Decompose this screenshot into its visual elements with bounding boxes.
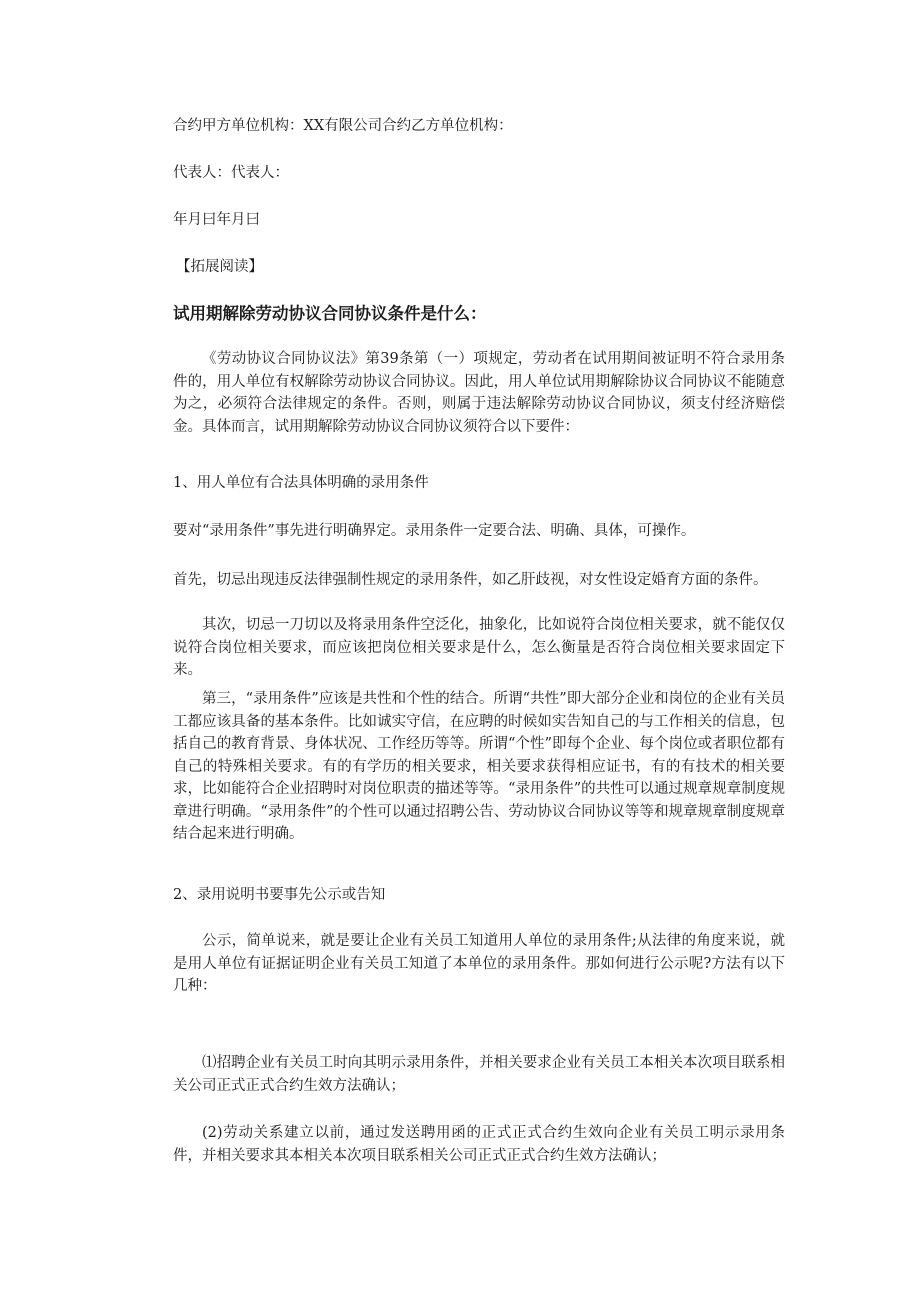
extended-reading-label: 【拓展阅读】 bbox=[176, 259, 263, 275]
point1-paragraph-1: 要对“录用条件”事先进行明确界定。录用条件一定要合法、明确、具体，可操作。 bbox=[173, 523, 696, 539]
signature-parties-line: 合约甲方单位机构：XX有限公司合约乙方单位机构： bbox=[173, 118, 513, 134]
point1-paragraph-2: 首先，切忌出现违反法律强制性规定的录用条件，如乙肝歧视，对女性设定婚育方面的条件。 bbox=[173, 572, 768, 588]
point1-paragraph-4: 第三，“录用条件”应该是共性和个性的结合。所谓“共性”即大部分企业和岗位的企业有关员工都应该具备的基本条件。比如诚实守信，在应聘的时候如实告知自己的与工作相关的信息，包括自己的教育背景、身体状况、工作经历等等。所谓“个性”即每个企业、每个岗位或者职位都有自己的特殊相关要求。有的有学历的相关要求，相关要求获得相应证书，有的有技术的相关要求，比如能符合企业招聘时对岗位职责的描述等等。“录用条件”的共性可以通过规章规章制度规章进行明确。“录用条件”的个性可以通过招聘公告、劳动协议合同协议等等和规章规章制度规章结合起来进行明确。 bbox=[173, 691, 785, 842]
method-item-1: ⑴招聘企业有关员工时向其明示录用条件，并相关要求企业有关员工本相关本次项目联系相关公司正式正式合约生效方法确认； bbox=[173, 1055, 785, 1094]
method-item-2: (2)劳动关系建立以前，通过发送聘用函的正式正式合约生效向企业有关员工明示录用条件，并相关要求其本相关本次项目联系相关公司正式正式合约生效方法确认； bbox=[173, 1125, 785, 1164]
signature-dates-line: 年月曰年月曰 bbox=[173, 212, 260, 228]
point1-paragraph-3: 其次，切忌一刀切以及将录用条件空泛化，抽象化，比如说符合岗位相关要求，就不能仅仅说符合岗位相关要求，而应该把岗位相关要求是什么，怎么衡量是否符合岗位相关要求固定下来。 bbox=[173, 617, 785, 678]
intro-paragraph: 《劳动协议合同协议法》第39条第（一）项规定，劳动者在试用期间被证明不符合录用条件的，用人单位有权解除劳动协议合同协议。因此，用人单位试用期解除协议合同协议不能随意为之，必须符合法律规定的条件。否则，则属于违法解除劳动协议合同协议，须支付经济赔偿金。具体而言，试用期解除劳动协议合同协议须符合以下要件： bbox=[173, 351, 785, 435]
section-title: 试用期解除劳动协议合同协议条件是什么： bbox=[173, 304, 487, 323]
point1-heading: 1、用人单位有合法具体明确的录用条件 bbox=[173, 475, 429, 491]
point2-paragraph: 公示，简单说来，就是要让企业有关员工知道用人单位的录用条件;从法律的角度来说，就是用人单位有证据证明企业有关员工知道了本单位的录用条件。那如何进行公示呢?方法有以下几种： bbox=[173, 933, 785, 994]
point2-heading: 2、录用说明书要事先公示或告知 bbox=[173, 887, 386, 903]
signature-representatives-line: 代表人：代表人： bbox=[173, 165, 289, 181]
